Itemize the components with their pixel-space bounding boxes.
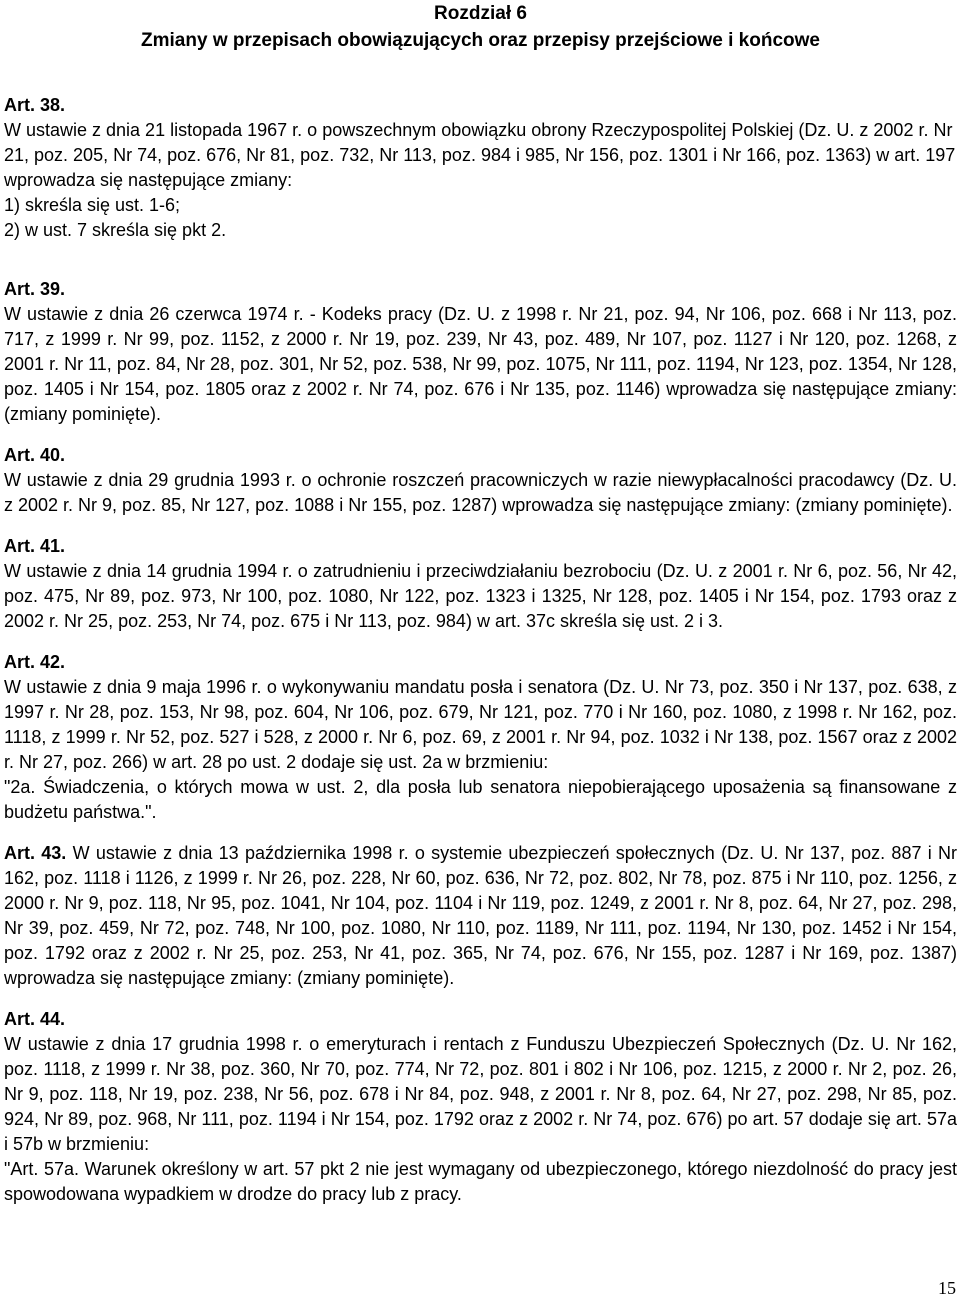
article-quote: "2a. Świadczenia, o których mowa w ust. 2, dla posła lub senatora niepobierającego uposażenia są finansowane z budżetu państwa.". xyxy=(4,777,957,822)
article-title: Art. 40. xyxy=(4,445,66,465)
article-38 xyxy=(4,93,957,243)
article-quote: "Art. 57a. Warunek określony w art. 57 pkt 2 nie jest wymagany od ubezpieczonego, którego niezdolność do pracy jest spowodowana wypadkiem w drodze do pracy lub z pracy. xyxy=(4,1159,957,1204)
article-text: W ustawie z dnia 26 czerwca 1974 r. - Kodeks pracy (Dz. U. z 1998 r. Nr 21, poz. 94, Nr 106, poz. 668 i Nr 113, poz. 717, z 1999 r. Nr 99, poz. 1152, z 2000 r. Nr 19, poz. 239, Nr 43, poz. 489, Nr 107, poz. 1127 i Nr 120, poz. 1268, z 2001 r. Nr 11, poz. 84, Nr 28, poz. 301, Nr 52, poz. 538, Nr 99, poz. 1075, Nr 111, poz. 1194, Nr 123, poz. 1354, Nr 128, poz. 1405 i Nr 154, poz. 1805 oraz z 2002 r. Nr 74, poz. 676 i Nr 135, poz. 1146) wprowadza się następujące zmiany: (zmiany pominięte). xyxy=(4,304,957,424)
article-item: 1) skreśla się ust. 1-6; xyxy=(4,195,181,215)
document-page xyxy=(4,0,957,1207)
article-40 xyxy=(4,443,957,518)
chapter-title: Zmiany w przepisach obowiązujących oraz przepisy przejściowe i końcowe xyxy=(141,30,820,51)
article-text: W ustawie z dnia 9 maja 1996 r. o wykonywaniu mandatu posła i senatora (Dz. U. Nr 73, poz. 350 i Nr 137, poz. 638, z 1997 r. Nr 28, poz. 153, Nr 98, poz. 604, Nr 106, poz. 679, Nr 121, poz. 770 i Nr 160, poz. 1080, z 1998 r. Nr 162, poz. 1118, z 1999 r. Nr 52, poz. 527 i 528, z 2000 r. Nr 6, poz. 69, z 2001 r. Nr 94, poz. 1032 i Nr 138, poz. 1567 oraz z 2002 r. Nr 27, poz. 266) w art. 28 po ust. 2 dodaje się ust. 2a w brzmieniu: xyxy=(4,677,957,772)
article-text: W ustawie z dnia 29 grudnia 1993 r. o ochronie roszczeń pracowniczych w razie niewypłacalności pracodawcy (Dz. U. z 2002 r. Nr 9, poz. 85, Nr 127, poz. 1088 i Nr 155, poz. 1287) wprowadza się następujące zmiany: (zmiany pominięte). xyxy=(4,470,957,515)
article-39 xyxy=(4,277,957,427)
article-title: Art. 42. xyxy=(4,652,66,672)
article-title: Art. 44. xyxy=(4,1009,66,1029)
article-title: Art. 38. xyxy=(4,95,66,115)
article-title: Art. 43. xyxy=(4,843,67,863)
article-text: W ustawie z dnia 17 grudnia 1998 r. o emeryturach i rentach z Funduszu Ubezpieczeń Społecznych (Dz. U. Nr 162, poz. 1118, z 1999 r. Nr 38, poz. 360, Nr 70, poz. 774, Nr 72, poz. 801 i 802 i Nr 106, poz. 1215, z 2000 r. Nr 2, poz. 26, Nr 9, poz. 118, Nr 19, poz. 238, Nr 56, poz. 678 i Nr 84, poz. 948, z 2001 r. Nr 8, poz. 64, Nr 27, poz. 298, Nr 85, poz. 924, Nr 89, poz. 968, Nr 111, poz. 1194 i Nr 154, poz. 1792 oraz z 2002 r. Nr 74, poz. 676) po art. 57 dodaje się art. 57a i 57b w brzmieniu: xyxy=(4,1034,957,1154)
article-item: 2) w ust. 7 skreśla się pkt 2. xyxy=(4,220,227,240)
article-43 xyxy=(4,841,957,991)
chapter-heading xyxy=(4,0,957,54)
article-41 xyxy=(4,534,957,634)
article-text: W ustawie z dnia 21 listopada 1967 r. o powszechnym obowiązku obrony Rzeczypospolitej Polskiej (Dz. U. z 2002 r. Nr 21, poz. 205, Nr 74, poz. 676, Nr 81, poz. 732, Nr 113, poz. 984 i 985, Nr 156, poz. 1301 i Nr 166, poz. 1363) w art. 197 wprowadza się następujące zmiany: xyxy=(4,120,956,190)
article-title: Art. 41. xyxy=(4,536,66,556)
article-title: Art. 39. xyxy=(4,279,66,299)
article-42 xyxy=(4,650,957,825)
article-44 xyxy=(4,1007,957,1207)
article-text: W ustawie z dnia 13 października 1998 r. o systemie ubezpieczeń społecznych (Dz. U. Nr 137, poz. 887 i Nr 162, poz. 1118 i 1126, z 1999 r. Nr 26, poz. 228, Nr 60, poz. 636, Nr 72, poz. 802, Nr 78, poz. 875 i Nr 110, poz. 1256, z 2000 r. Nr 9, poz. 118, Nr 95, poz. 1041, Nr 104, poz. 1104 i Nr 119, poz. 1249, z 2001 r. Nr 8, poz. 64, Nr 27, poz. 298, Nr 39, poz. 459, Nr 72, poz. 748, Nr 100, poz. 1080, Nr 110, poz. 1189, Nr 111, poz. 1194, Nr 130, poz. 1452 i Nr 154, poz. 1792 oraz z 2002 r. Nr 25, poz. 253, Nr 41, poz. 365, Nr 74, poz. 676, Nr 155, poz. 1287 i Nr 169, poz. 1387) wprowadza się następujące zmiany: (zmiany pominięte). xyxy=(4,843,957,988)
chapter-number: Rozdział 6 xyxy=(434,3,527,24)
page-number: 15 xyxy=(938,1278,956,1298)
article-text: W ustawie z dnia 14 grudnia 1994 r. o zatrudnieniu i przeciwdziałaniu bezrobociu (Dz. U. z 2001 r. Nr 6, poz. 56, Nr 42, poz. 475, Nr 89, poz. 973, Nr 100, poz. 1080, Nr 122, poz. 1323 i 1325, Nr 128, poz. 1405 i Nr 154, poz. 1793 oraz z 2002 r. Nr 25, poz. 253, Nr 74, poz. 675 i Nr 113, poz. 984) w art. 37c skreśla się ust. 2 i 3. xyxy=(4,561,957,631)
article-text-with-title xyxy=(4,841,957,991)
